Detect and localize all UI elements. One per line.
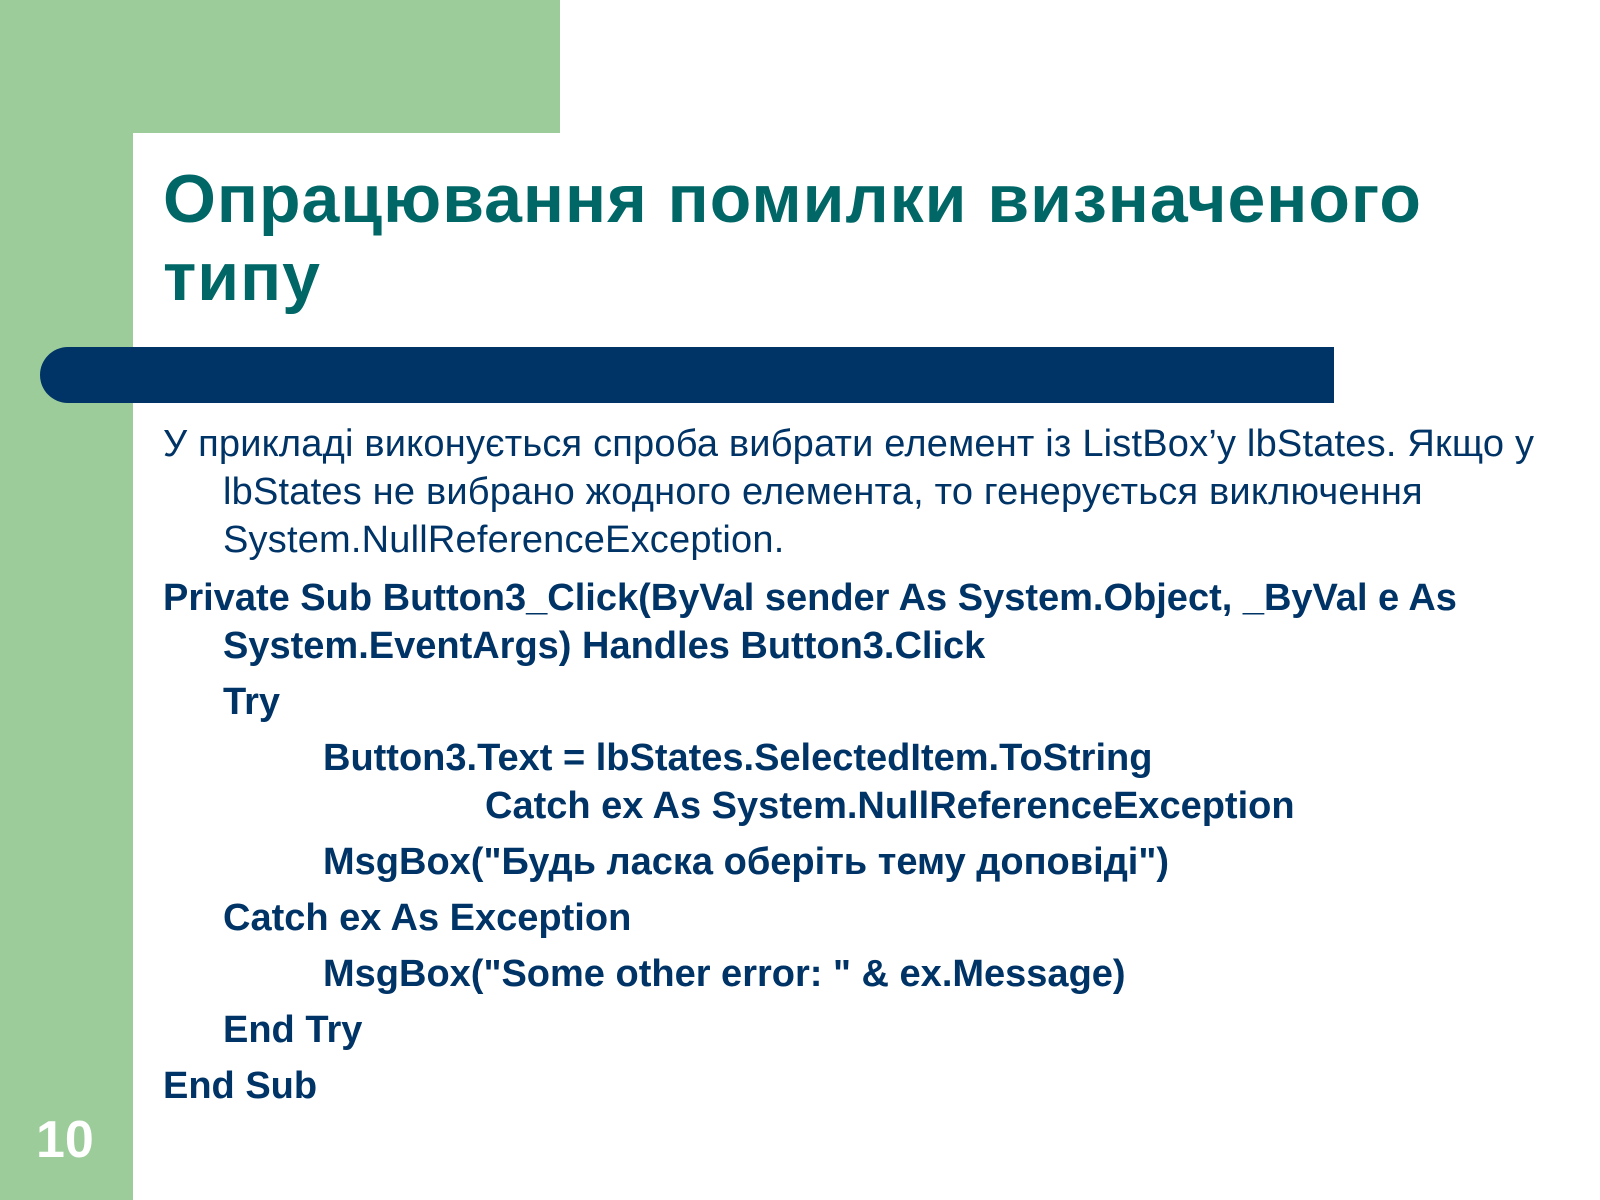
code-line-assign-text: Button3.Text = lbStates.SelectedItem.ToString bbox=[323, 737, 1153, 779]
slide-content bbox=[163, 420, 1593, 1110]
code-block bbox=[163, 574, 1593, 1110]
code-line-msgbox-other-error: MsgBox("Some other error: " & ex.Message) bbox=[323, 953, 1126, 995]
slide-title: Опрацювання помилки визначеного типу bbox=[163, 161, 1422, 315]
code-line-msgbox-select-topic: MsgBox("Будь ласка оберіть тему доповіді") bbox=[323, 841, 1170, 883]
intro-paragraph: У прикладі виконується спроба вибрати елемент із ListBox’y lbStates. Якщо у lbStates не вибрано жодного елемента, то генерується виключення System.NullReferenceException. bbox=[163, 423, 1535, 561]
code-line-sub-declaration: Private Sub Button3_Click(ByVal sender As System.Object, _ByVal e As System.EventArgs) Handles Button3.Click bbox=[163, 577, 1457, 667]
code-line-end-sub: End Sub bbox=[163, 1065, 318, 1107]
code-line-try: Try bbox=[223, 681, 281, 723]
code-line-end-try: End Try bbox=[223, 1009, 363, 1051]
slide-number: 10 bbox=[36, 1111, 94, 1169]
green-left-band bbox=[0, 0, 133, 1200]
code-line-catch-null-reference: Catch ex As System.NullReferenceException bbox=[485, 785, 1295, 827]
title-underline-bar bbox=[40, 347, 1334, 403]
code-line-catch-exception: Catch ex As Exception bbox=[223, 897, 632, 939]
